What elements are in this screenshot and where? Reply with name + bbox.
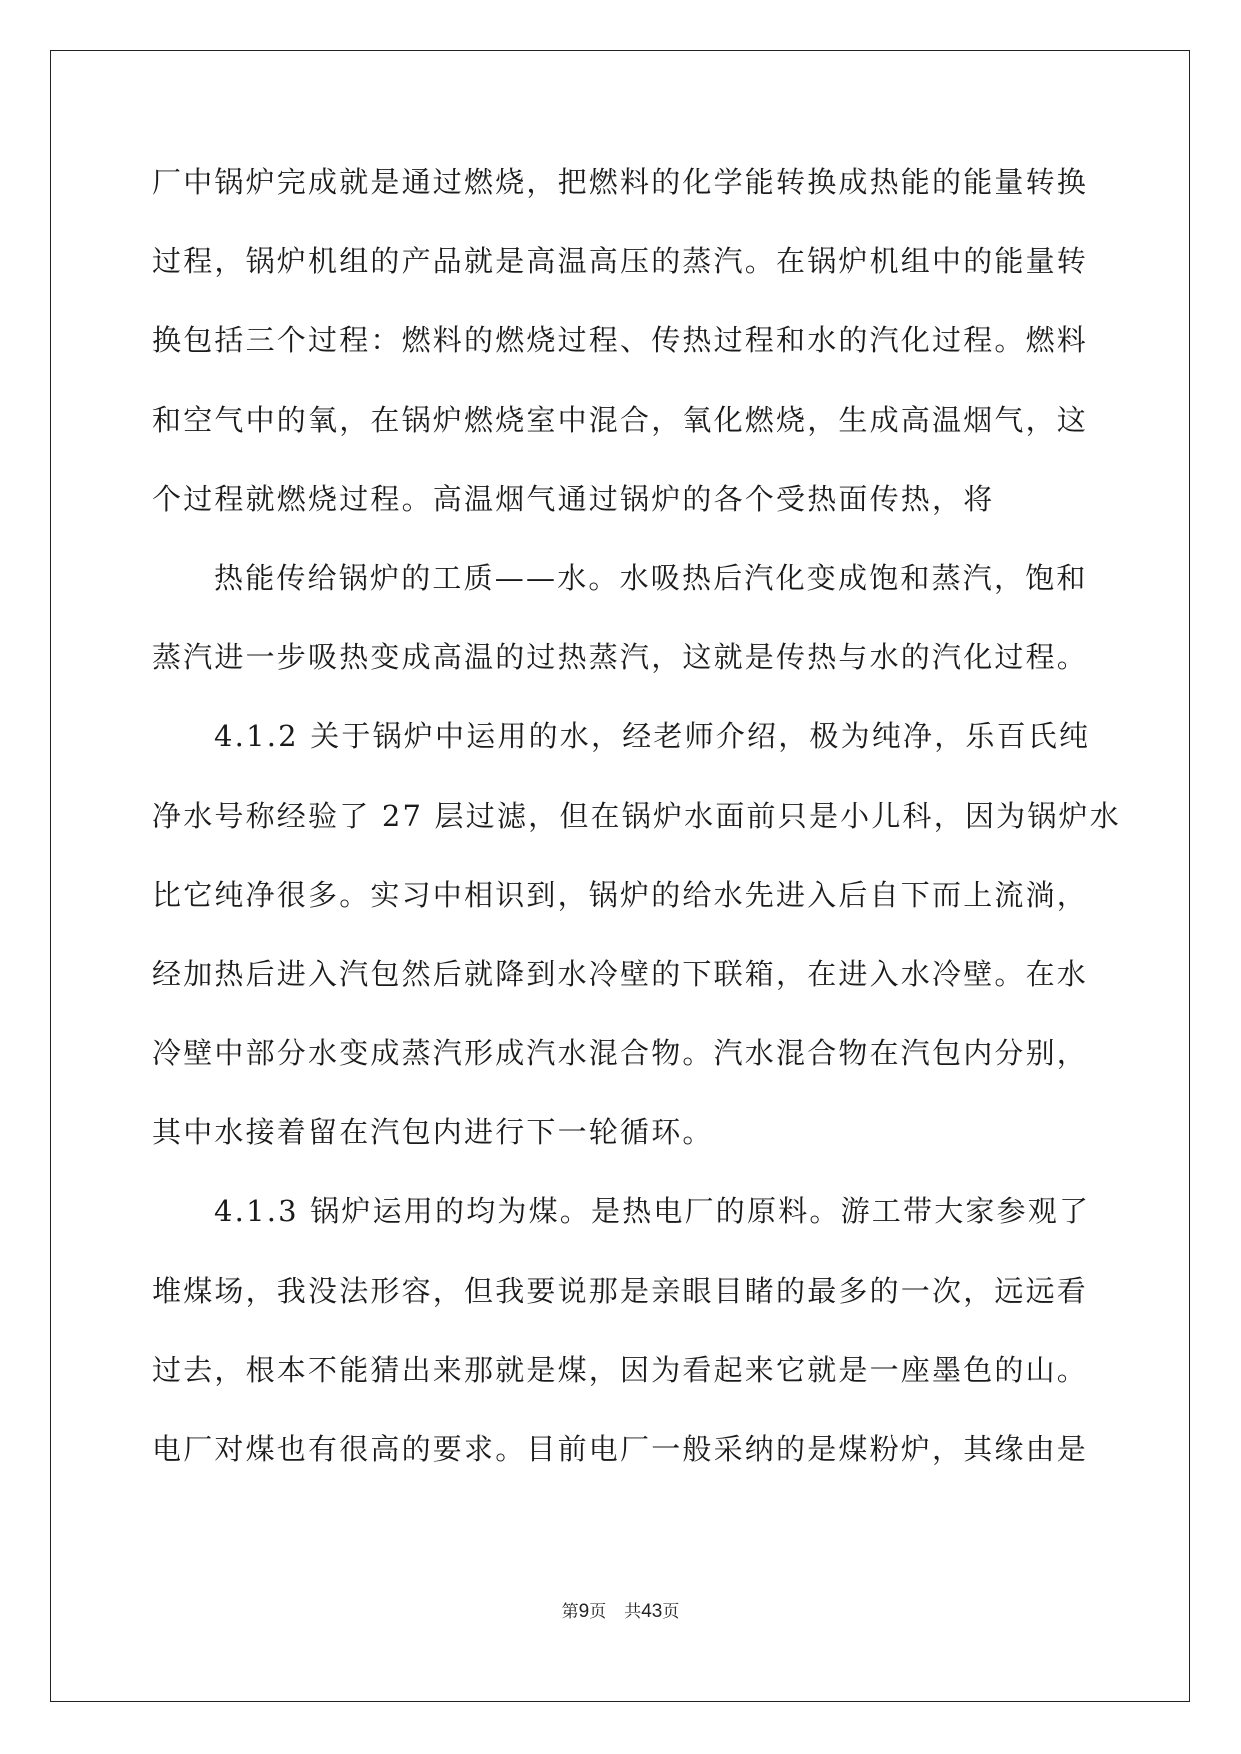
text-line: 其中水接着留在汽包内进行下一轮循环。	[152, 1115, 714, 1150]
current-page-number: 9	[578, 1601, 590, 1622]
text-line: 换包括三个过程：燃料的燃烧过程、传热过程和水的汽化过程。燃料	[152, 323, 1089, 358]
text-line: 冷壁中部分水变成蒸汽形成汽水混合物。汽水混合物在汽包内分别，	[152, 1036, 1089, 1071]
text-line: 净水号称经验了 27 层过滤，但在锅炉水面前只是小儿科，因为锅炉水	[152, 798, 1121, 833]
text-line: 过去，根本不能猜出来那就是煤，因为看起来它就是一座墨色的山。	[152, 1352, 1089, 1387]
text-line: 堆煤场，我没法形容，但我要说那是亲眼目睹的最多的一次，远远看	[152, 1273, 1089, 1308]
text-line: 过程，锅炉机组的产品就是高温高压的蒸汽。在锅炉机组中的能量转	[152, 244, 1089, 279]
footer-total-suffix: 页	[662, 1602, 680, 1622]
text-line: 比它纯净很多。实习中相识到，锅炉的给水先进入后自下而上流淌，	[152, 877, 1089, 912]
body-text	[152, 162, 1121, 1508]
text-line: 电厂对煤也有很高的要求。目前电厂一般采纳的是煤粉炉，其缘由是	[152, 1432, 1089, 1466]
total-page-count: 43	[641, 1601, 663, 1622]
text-line: 和空气中的氧，在锅炉燃烧室中混合，氧化燃烧，生成高温烟气，这	[152, 402, 1089, 437]
section-4-1-3-start-line: 4.1.3 锅炉运用的均为煤。是热电厂的原料。游工带大家参观了	[214, 1194, 1091, 1229]
section-4-1-2-start-line: 4.1.2 关于锅炉中运用的水，经老师介绍，极为纯净，乐百氏纯	[214, 719, 1091, 754]
text-line: 蒸汽进一步吸热变成高温的过热蒸汽，这就是传热与水的汽化过程。	[152, 640, 1089, 675]
paragraph-start-line: 热能传给锅炉的工质——水。水吸热后汽化变成饱和蒸汽，饱和	[214, 560, 1088, 595]
page-footer	[0, 1597, 1241, 1623]
text-line: 个过程就燃烧过程。高温烟气通过锅炉的各个受热面传热，将	[152, 481, 995, 516]
text-line: 厂中锅炉完成就是通过燃烧，把燃料的化学能转换成热能的能量转换	[152, 165, 1089, 199]
footer-page-suffix: 页	[589, 1602, 607, 1622]
text-line: 经加热后进入汽包然后就降到水冷壁的下联箱，在进入水冷壁。在水	[152, 956, 1089, 991]
footer-total-prefix: 共	[624, 1602, 642, 1622]
footer-prefix: 第	[561, 1602, 579, 1622]
